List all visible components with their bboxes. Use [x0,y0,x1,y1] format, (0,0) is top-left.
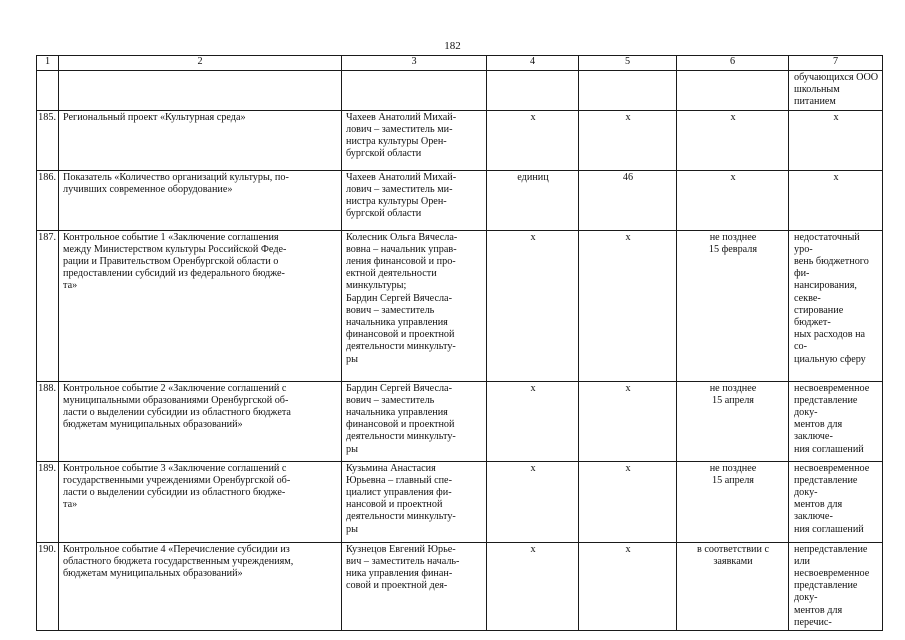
row-value: х [579,381,677,461]
row-value: х [579,110,677,170]
row-risk: х [789,110,883,170]
row-name: Контрольное событие 4 «Перечисление субсидии из областного бюджета государственным учреждениям, бюджетам муниципальных образований» [59,542,342,630]
row-number: 185. [37,110,59,170]
plan-table [36,55,883,631]
table-row [37,170,883,230]
row-name: Контрольное событие 3 «Заключение соглашений с государственными учреждениями Оренбургской об- ласти о выделении субсидии из областного бюдже- та» [59,461,342,542]
table-row [37,381,883,461]
row-risk: непредставление или несвоевременное представление доку- ментов для перечис- [789,542,883,630]
row-unit: х [487,542,579,630]
row-name: Региональный проект «Культурная среда» [59,110,342,170]
row-number: 187. [37,230,59,381]
column-header-1: 1 [37,56,59,71]
continuation-cell [677,71,789,111]
row-deadline: не позднее 15 апреля [677,461,789,542]
continuation-cell [37,71,59,111]
row-unit: х [487,381,579,461]
row-risk: несвоевременное представление доку- ментов для заключе- ния соглашений [789,461,883,542]
continuation-cell [59,71,342,111]
continuation-row [37,71,883,111]
row-responsible: Кузнецов Евгений Юрье- вич – заместитель началь- ника управления финан- совой и проектной дея- [342,542,487,630]
row-responsible: Бардин Сергей Вячесла- вович – заместитель начальника управления финансовой и проектной деятельности минкульту- ры [342,381,487,461]
column-header-2: 2 [59,56,342,71]
row-unit: х [487,110,579,170]
row-unit: единиц [487,170,579,230]
column-header-7: 7 [789,56,883,71]
row-name: Контрольное событие 1 «Заключение соглашения между Министерством культуры Российской Феде- рации и Правительством Оренбургской области о предоставлении субсидий из федерального бюдже- та» [59,230,342,381]
table-row [37,542,883,630]
continuation-cell [342,71,487,111]
row-responsible: Колесник Ольга Вячесла- вовна – начальник управ- ления финансовой и про- ектной деятельности минкультуры; Бардин Сергей Вячесла- вович – заместитель начальника управления финансовой и проектной деятельности минкульту- ры [342,230,487,381]
continuation-cell [579,71,677,111]
table-row [37,461,883,542]
row-name: Показатель «Количество организаций культуры, по- лучивших современное оборудование» [59,170,342,230]
continuation-cell [487,71,579,111]
row-deadline: не позднее 15 апреля [677,381,789,461]
row-name: Контрольное событие 2 «Заключение соглашений с муниципальными образованиями Оренбургской об- ласти о выделении субсидии из областного бюджета бюджетам муниципальных образований» [59,381,342,461]
header-row [37,56,883,71]
column-header-3: 3 [342,56,487,71]
row-deadline: не позднее 15 февраля [677,230,789,381]
row-number: 189. [37,461,59,542]
row-unit: х [487,230,579,381]
row-value: х [579,230,677,381]
table-row [37,230,883,381]
row-unit: х [487,461,579,542]
row-responsible: Кузьмина Анастасия Юрьевна – главный спе- циалист управления фи- нансовой и проектной деятельности минкульту- ры [342,461,487,542]
row-risk: недостаточный уро- вень бюджетного фи- нансирования, секве- стирование бюджет- ных расходов на со- циальную сферу [789,230,883,381]
row-number: 186. [37,170,59,230]
row-value: х [579,461,677,542]
row-value: х [579,542,677,630]
row-risk: х [789,170,883,230]
row-number: 188. [37,381,59,461]
page-number: 182 [444,40,461,52]
row-value: 46 [579,170,677,230]
row-deadline: х [677,170,789,230]
row-deadline: в соответствии с заявками [677,542,789,630]
column-header-5: 5 [579,56,677,71]
row-risk: несвоевременное представление доку- ментов для заключе- ния соглашений [789,381,883,461]
row-deadline: х [677,110,789,170]
table-row [37,110,883,170]
column-header-6: 6 [677,56,789,71]
row-responsible: Чахеев Анатолий Михай- лович – заместитель ми- нистра культуры Орен- бургской области [342,170,487,230]
row-number: 190. [37,542,59,630]
continuation-risk-cell: обучающихся ООО школьным питанием [789,71,883,111]
row-responsible: Чахеев Анатолий Михай- лович – заместитель ми- нистра культуры Орен- бургской области [342,110,487,170]
column-header-4: 4 [487,56,579,71]
